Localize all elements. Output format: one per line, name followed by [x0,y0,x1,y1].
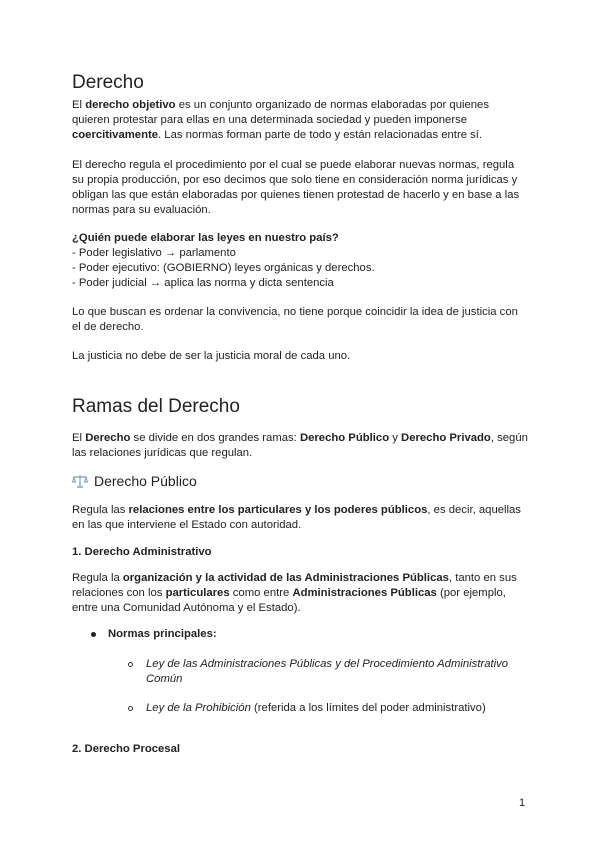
text: , es decir, aquellas en las que interviene el Estado con autoridad. [72,504,521,531]
paragraph-justicia: La justicia no debe de ser la justicia moral de cada uno. [72,350,351,362]
text: . Las normas forman parte de todo y están relacionadas entre sí. [158,129,483,141]
subsection-title-publico [72,473,197,489]
text: Regula la [72,572,123,584]
text: y [389,432,402,444]
text: El [72,99,86,111]
law-name: Ley de las Administraciones Públicas y del Procedimiento Administrativo Común [146,658,509,685]
law-note: (referida a los límites del poder administrativo) [250,702,486,714]
bullet-ring [128,662,133,667]
bold-text: Derecho Público [299,432,390,444]
power-item: - Poder ejecutivo: (GOBIERNO) leyes orgánicas y derechos. [72,262,375,274]
bold-text: Administraciones Públicas [292,587,437,599]
law-item [146,657,516,687]
text: , según las relaciones jurídicas que regulan. [72,432,528,459]
paragraph-derecho-objetivo [72,98,528,143]
bullet-ring [128,706,133,711]
question-heading: ¿Quién puede elaborar las leyes en nuestro país? [72,232,339,244]
bold-text: organización y la actividad de las Administraciones Públicas [122,572,449,584]
text: El [72,432,86,444]
paragraph-publico-desc [72,503,528,533]
paragraph-ramas-intro [72,431,528,461]
bold-text: relaciones entre los particulares y los poderes públicos [128,504,428,516]
bold-text: particulares [165,587,230,599]
scales-icon [72,474,88,488]
heading-derecho-administrativo: 1. Derecho Administrativo [72,546,212,558]
law-item [146,701,526,716]
paragraph-admin-desc [72,571,528,616]
text: Regula las [72,504,129,516]
paragraph-convivencia: Lo que buscan es ordenar la convivencia, no tiene porque coincidir la idea de justicia con el de derecho. [72,306,518,333]
normas-principales-label: Normas principales: [108,628,217,640]
bold-text: derecho objetivo [85,99,176,111]
page-title: Derecho [72,72,144,93]
law-name: Ley de la Prohibición [146,702,251,714]
subsection-title-text: Derecho Público [94,473,197,489]
text: es un conjunto organizado de normas elaboradas por quienes quieren protestar para ellas en una determinada sociedad y pueden imponerse [72,99,489,126]
text: (por ejemplo, entre una Comunidad Autónoma y el Estado). [72,587,506,614]
text: se divide en dos grandes ramas: [130,432,300,444]
power-item: - Poder judicial → aplica las norma y dicta sentencia [72,277,334,289]
paragraph-regulacion: El derecho regula el procedimiento por el cual se puede elaborar nuevas normas, regula su propia producción, por eso decimos que solo tiene en consideración norma jurídicas y obligan las que están elaboradas por quienes tienen protestad de hacerlo y en base a las normas para su evaluación. [72,159,520,216]
bold-text: Derecho [85,432,131,444]
text: como entre [229,587,293,599]
bold-text: Derecho Privado [401,432,491,444]
power-item: - Poder legislativo → parlamento [72,247,236,259]
page-number: 1 [519,797,526,809]
bullet-dot [91,632,96,637]
bold-text: coercitivamente [72,129,159,141]
text: , tanto en sus relaciones con los [72,572,517,599]
section-title-ramas: Ramas del Derecho [72,396,240,417]
heading-derecho-procesal: 2. Derecho Procesal [72,743,181,755]
